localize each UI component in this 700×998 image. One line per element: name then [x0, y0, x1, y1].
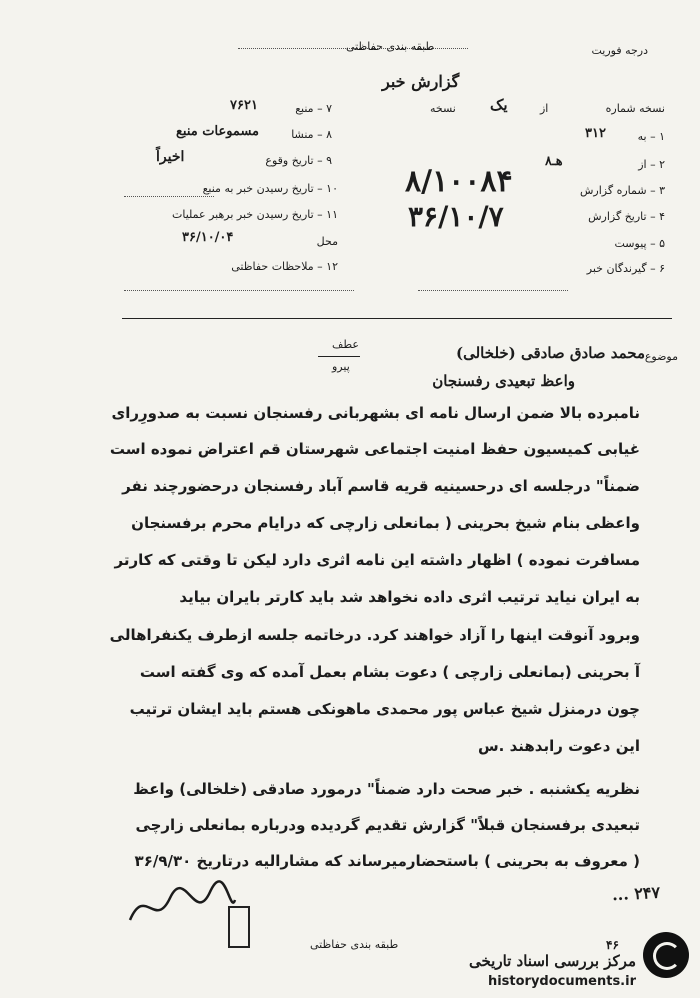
- field-to-value: ۳۱۲: [585, 126, 606, 141]
- footer-classification: طبقه بندی حفاظتی: [310, 938, 399, 951]
- body-line: مسافرت نموده ) اظهار داشته این نامه اثری دارد لیکن تا وقتی که کارتر: [114, 551, 640, 569]
- field-to-label: ۱ – به: [637, 130, 665, 143]
- left-fields-end-line: [124, 290, 354, 291]
- field-report-date-value: ۳۶/۱۰/۷: [408, 200, 504, 233]
- field-source-value: ۷۶۲۱: [230, 98, 258, 113]
- field-received-operations-label: ۱۱ – تاریخ رسیدن خبر برهبر عملیات: [172, 208, 338, 221]
- field-report-number-label: ۳ – شماره گزارش: [579, 184, 665, 197]
- opinion-line: ( معروف به بحرینی ) باستحضارمیرساند که مشارالیه درتاریخ ۳۶/۹/۳۰: [134, 852, 640, 870]
- body-line: نامبرده بالا ضمن ارسال نامه ای بشهربانی رفسنجان نسبت به صدورِرای: [111, 404, 640, 422]
- subject-ref-label: عطف: [332, 338, 359, 351]
- field-location-value: ۳۶/۱۰/۰۴: [182, 230, 234, 245]
- field-attachment-label: ۵ – پیوست: [614, 237, 665, 250]
- handwritten-note: ۲۴۷ ...: [611, 882, 661, 905]
- body-line: وبرود آنوقت اینها را آزاد خواهند کرد. درخاتمه جلسه ازطرف یکنفراهالی: [109, 626, 640, 644]
- field-from-label: ۲ – از: [638, 158, 665, 171]
- field-copy-of-label: از: [540, 102, 549, 115]
- field-from-value: ۸هـ: [545, 154, 563, 169]
- body-line: به ایران نیاید ترتیب اثری داده نخواهد شد باید کارتر بایران بیاید: [179, 588, 640, 606]
- field-origin-label: ۸ – منشا: [291, 128, 332, 141]
- subject-ref-divider: [318, 356, 360, 357]
- subject-line-1: محمد صادق صادقی (خلخالی): [456, 344, 645, 362]
- archive-logo-icon: [643, 932, 689, 978]
- report-title: گزارش خبر: [382, 72, 460, 91]
- classification-label: طبقه بندی حفاظتی: [346, 40, 435, 53]
- watermark-url: historydocuments.ir: [487, 974, 636, 989]
- field-location-label: محل: [316, 235, 338, 248]
- field-copy-number-label: نسخه شماره: [605, 102, 665, 115]
- subject-label: موضوع: [644, 350, 678, 363]
- right-fields-end-line: [418, 290, 568, 291]
- body-line: آ بحرینی (بمانعلی زارچی ) دعوت بشام بعمل آمده که وی گفته است: [139, 663, 640, 681]
- opinion-line: تبعیدی برفسنجان قبلاً" گزارش تقدیم گردیده ودرباره بمانعلی زارچی: [135, 816, 640, 834]
- field-received-source-label: ۱۰ – تاریخ رسیدن خبر به منبع: [202, 182, 338, 195]
- watermark-title: مرکز بررسی اسناد تاریخی: [468, 952, 636, 970]
- field-copy-number-value: یک: [490, 96, 508, 114]
- field-recipients-label: ۶ – گیرندگان خبر: [586, 262, 665, 275]
- opinion-line: نظریه یکشنبه . خبر صحت دارد ضمناً" درمورد صادقی (خلخالی) واعظ: [133, 780, 640, 798]
- field-copy-total-label: نسخه: [430, 102, 456, 115]
- field-occurrence-label: ۹ – تاریخ وقوع: [265, 154, 332, 167]
- field-report-date-label: ۴ – تاریخ گزارش: [588, 210, 665, 223]
- subject-line-2: واعظ تبعیدی رفسنجان: [432, 372, 575, 390]
- header-divider: [122, 318, 672, 319]
- stamp-box: [228, 906, 250, 948]
- signature-mark: [120, 880, 240, 940]
- field-origin-value: مسموعات منبع: [176, 124, 260, 139]
- body-line: غیابی کمیسیون حفظ امنیت اجتماعی شهرستان قم اعتراض نموده است: [109, 440, 640, 458]
- field-occurrence-value: اخیراً: [156, 149, 185, 165]
- subject-prior-label: پیرو: [332, 360, 350, 373]
- body-line: ضمناً" درجلسه ای درحسینیه قریه قاسم آباد رفسنجان درحضورچند نفر: [122, 477, 640, 495]
- priority-label: درجه فوریت: [591, 44, 648, 57]
- field-source-label: ۷ – منبع: [295, 102, 332, 115]
- field-security-notes-label: ۱۲ – ملاحظات حفاظتی: [231, 260, 338, 273]
- body-line: این دعوت رابدهند .س: [477, 737, 640, 755]
- page-number: ۴۶: [606, 938, 619, 952]
- body-line: چون درمنزل شیخ عباس پور محمدی ماهونکی هستم باید ایشان ترتیب: [129, 700, 640, 718]
- body-line: واعظی بنام شیخ بحرینی ( بمانعلی زارچی که درایام محرم برفسنجان: [131, 514, 640, 532]
- field-received-source-line: [124, 196, 214, 197]
- field-report-number-value: ۸/۱۰۰۸۴: [405, 164, 513, 199]
